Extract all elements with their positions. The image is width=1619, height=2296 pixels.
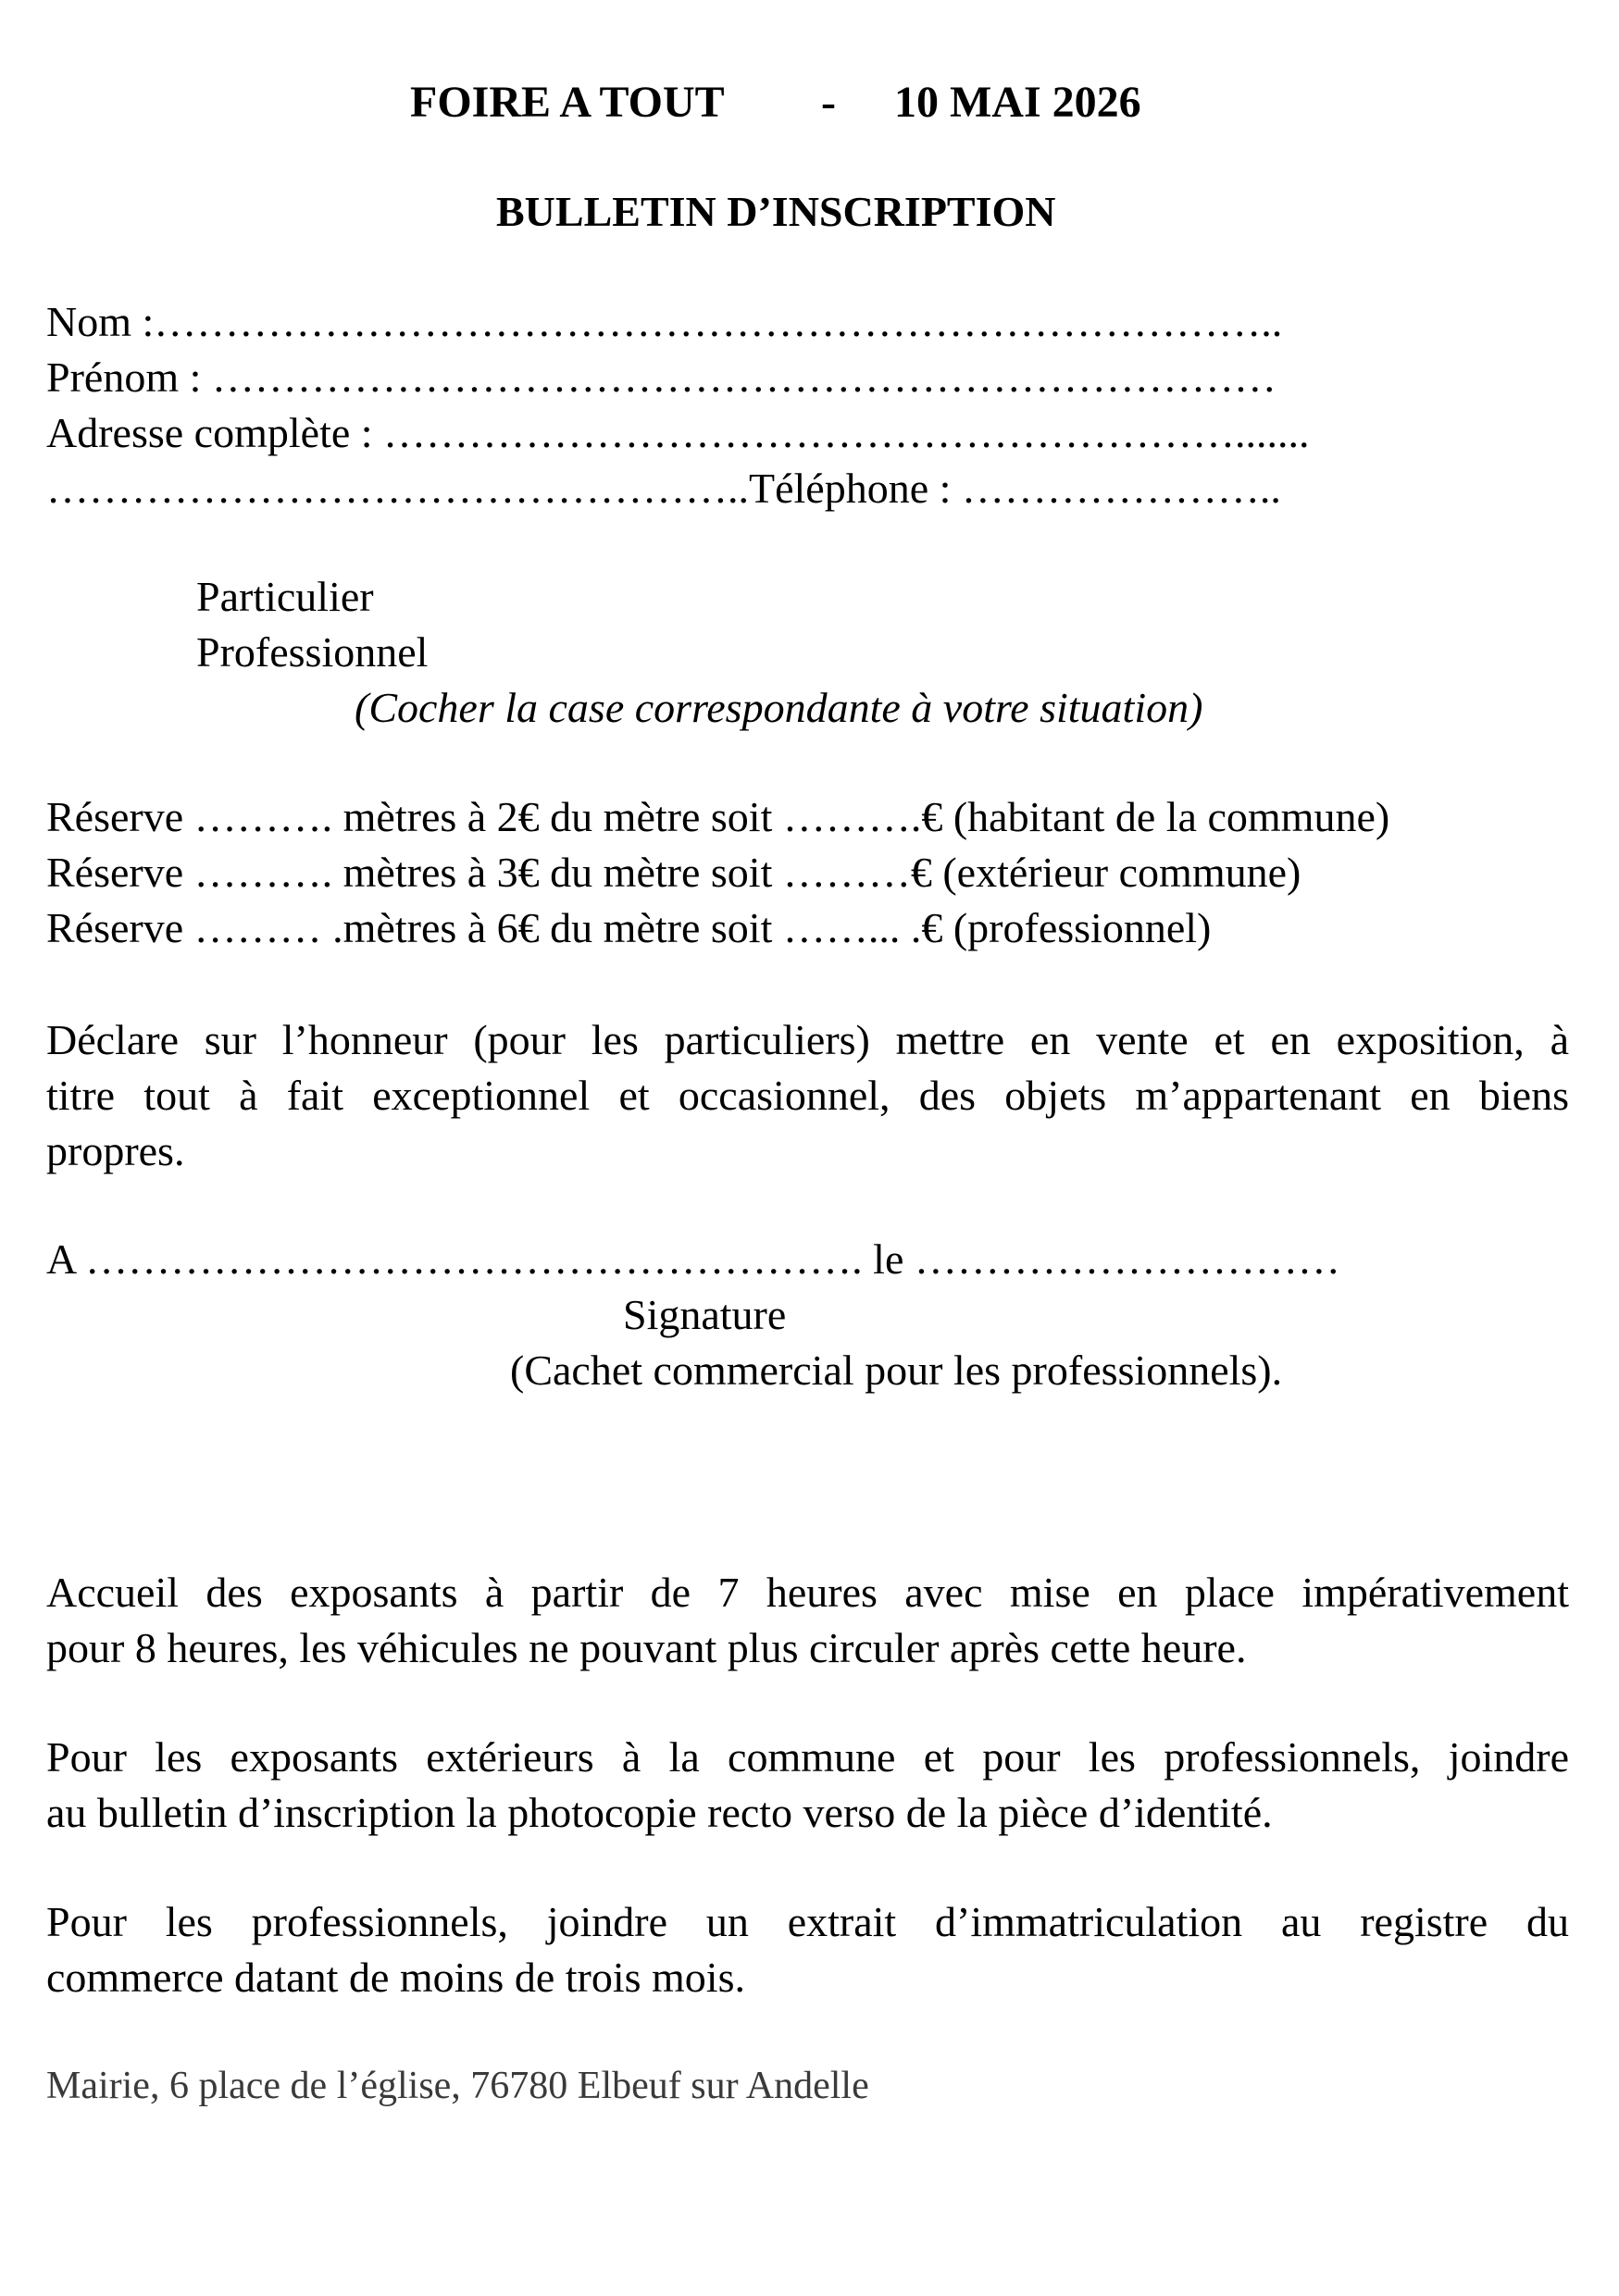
signature-label: Signature	[623, 1291, 787, 1338]
event-name: FOIRE A TOUT	[410, 78, 725, 127]
reservation-row-habitant: Réserve ………. mètres à 2€ du mètre soit ……….€ (habitant de la commune)	[46, 793, 1390, 840]
note-exterieurs-line-1: Pour les exposants extérieurs à la commune et pour les professionnels, joindre	[46, 1733, 1569, 1781]
note-accueil-line-1: Accueil des exposants à partir de 7 heures avec mise en place impérativement	[46, 1569, 1569, 1616]
mairie-address: Mairie, 6 place de l’église, 76780 Elbeuf sur Andelle	[46, 2065, 869, 2107]
reservation-row-professionnel: Réserve ……… .mètres à 6€ du mètre soit ……... .€ (professionnel)	[46, 904, 1212, 951]
event-date: 10 MAI 2026	[894, 78, 1141, 127]
option-professionnel: Professionnel	[196, 628, 429, 676]
place-date-line: A ………………………………………………. le …………………………	[46, 1235, 1340, 1283]
field-prenom: Prénom : …………………………………………………………………	[46, 354, 1277, 401]
note-exterieurs-line-2: au bulletin d’inscription la photocopie recto verso de la pièce d’identité.	[46, 1789, 1273, 1836]
field-adresse-suite-telephone: …………………………………………..Téléphone : …………………..	[46, 465, 1281, 512]
field-adresse: Adresse complète : …………………………………………………….......	[46, 409, 1310, 456]
reservation-row-exterieur: Réserve ………. mètres à 3€ du mètre soit ………€ (extérieur commune)	[46, 849, 1301, 896]
declaration-line-1: Déclare sur l’honneur (pour les particuliers) mettre en vente et en exposition, à	[46, 1016, 1569, 1063]
note-professionnels-line-1: Pour les professionnels, joindre un extrait d’immatriculation au registre du	[46, 1898, 1569, 1945]
note-professionnels-line-2: commerce datant de moins de trois mois.	[46, 1954, 745, 2001]
declaration-line-3: propres.	[46, 1127, 185, 1174]
field-nom: Nom :……………………………………………………………………..	[46, 298, 1283, 345]
title-separator: -	[821, 78, 836, 127]
stamp-note: (Cachet commercial pour les professionnels).	[510, 1347, 1283, 1394]
status-instruction: (Cocher la case correspondante à votre situation)	[355, 684, 1203, 731]
option-particulier: Particulier	[196, 573, 374, 620]
note-accueil-line-2: pour 8 heures, les véhicules ne pouvant plus circuler après cette heure.	[46, 1624, 1247, 1671]
form-title: BULLETIN D’INSCRIPTION	[496, 188, 1056, 235]
declaration-line-2: titre tout à fait exceptionnel et occasionnel, des objets m’appartenant en biens	[46, 1072, 1569, 1119]
